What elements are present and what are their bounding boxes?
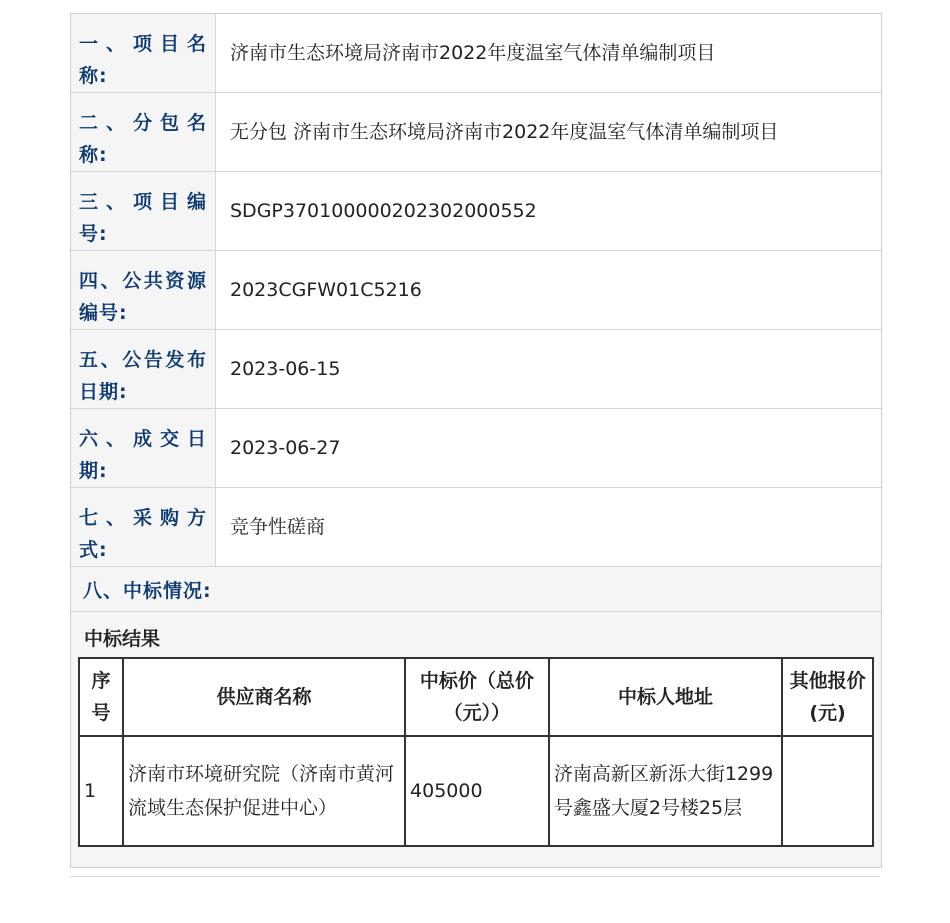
field-label: 六、成交日期: xyxy=(71,409,216,487)
header-address: 中标人地址 xyxy=(549,658,782,736)
field-row-deal-date xyxy=(71,409,881,488)
field-value: 2023-06-15 xyxy=(230,358,341,380)
field-value: 无分包 济南市生态环境局济南市2022年度温室气体清单编制项目 xyxy=(230,121,779,143)
header-other-price: 其他报价(元) xyxy=(782,658,873,736)
field-value: 济南市生态环境局济南市2022年度温室气体清单编制项目 xyxy=(230,42,716,64)
award-result-block xyxy=(71,612,881,867)
table-header-row xyxy=(79,658,873,736)
cell-price: 405000 xyxy=(405,736,549,846)
cell-address: 济南高新区新泺大街1299号鑫盛大厦2号楼25层 xyxy=(549,736,782,846)
field-label: 二、分包名称: xyxy=(71,93,216,171)
field-row-public-resource-number xyxy=(71,251,881,330)
field-value: 2023CGFW01C5216 xyxy=(230,279,422,301)
award-result-title: 中标结果 xyxy=(84,628,161,650)
field-label: 五、公告发布日期: xyxy=(71,330,216,408)
field-row-subpackage-name xyxy=(71,93,881,172)
field-value: 2023-06-27 xyxy=(230,437,341,459)
field-label: 一、项目名称: xyxy=(71,14,216,92)
table-row xyxy=(79,736,873,846)
bottom-divider xyxy=(70,876,880,877)
field-row-publish-date xyxy=(71,330,881,409)
award-result-table xyxy=(78,657,874,847)
field-row-procurement-method xyxy=(71,488,881,567)
header-index: 序号 xyxy=(79,658,123,736)
field-row-project-number xyxy=(71,172,881,251)
field-label: 四、公共资源编号: xyxy=(71,251,216,329)
field-row-project-name xyxy=(71,14,881,93)
cell-other-price xyxy=(782,736,873,846)
field-label: 七、采购方式: xyxy=(71,488,216,566)
header-supplier: 供应商名称 xyxy=(123,658,405,736)
field-value: SDGP370100000202302000552 xyxy=(230,200,537,222)
field-label: 三、项目编号: xyxy=(71,172,216,250)
section-award-heading: 八、中标情况: xyxy=(71,567,881,612)
cell-supplier: 济南市环境研究院（济南市黄河流域生态保护促进中心） xyxy=(123,736,405,846)
field-value: 竞争性磋商 xyxy=(230,516,326,538)
cell-index: 1 xyxy=(79,736,123,846)
project-info-table xyxy=(70,13,882,868)
header-price: 中标价（总价（元）） xyxy=(405,658,549,736)
